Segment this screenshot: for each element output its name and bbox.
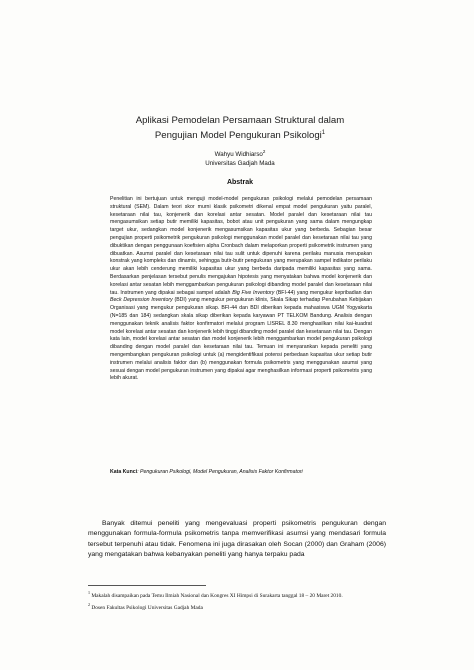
footnote-1 [88,589,388,600]
footnote-2 [88,601,388,612]
author-name: Wahyu Widhiarso [214,151,263,159]
abstract-bfi-name: Big Five Inventory [232,289,275,296]
author-affiliation: Universitas Gadjah Mada [205,160,275,168]
title-line-1: Aplikasi Pemodelan Persamaan Struktural dalam [135,115,345,126]
footnote-2-mark: 2 [88,602,90,608]
paper-title [90,114,390,142]
footnote-1-mark: 1 [88,590,90,595]
title-footnote-mark: 1 [321,130,326,136]
abstract-part-2: (BFI-44) yang mengukur kepribadian dan [274,289,372,296]
keywords-label: Kata Kunci [110,469,138,475]
abstract-text [110,196,372,383]
keywords-text: : Pengukuran Psikologi, Model Pengukuran, Analisis Faktor Konfirmatori [137,469,303,475]
footnote-divider [88,585,206,586]
footnote-2-text: Dosen Fakultas Psikologi Universitas Gadjah Mada [90,605,203,612]
title-line-2-text: Pengujian Model Pengukuran Psikologi [154,130,322,142]
footnote-1-text: Makalah disampaikan pada Temu Ilmiah Nasional dan Kongres XI Himpsi di Surakarta tanggal 18 – 20 Maret 2010. [90,592,343,599]
abstract-part-3: (BDI) yang mengukur pengukuran klinis, Skala Sikap terhadap Perubahan Kebijakan Organisasi yang mengukur pengukuran sikap. BFI-44 dan BDI diberikan kepada mahasiswa UGM Yogyakarta (N=185 dan 184) sedangkan skala sikap diberikan kepada karyawan PT TELKOM Bandung. Analisis dengan menggunakan teknik analisis faktor konfirmatori melalui program LISREL 8.30 menghasilkan nilai kai-kuadrat model korelasi antar sesatan dan konjenerik lebih tinggi dibanding model paralel dan kesetaraan nilai tau. Dengan kata lain, model korelasi antar sesatan dan model konjenerik lebih menggambarkan model pengukuran psikologi dibanding dengan model paralel dan kesetaraan nilai tau. Temuan ini menyarankan kepada peneliti yang mengembangkan pengukuran psikologi untuk (a) mengidentifikasi potensi perbedaan kapasitas ukur setiap butir instrumen melalui analisis faktor dan (b) menggunakan formula psikometris yang menggunakan asumsi yang sesuai dengan model pengukuran instrumen yang dipakai agar menghasilkan informasi properti psikometris yang lebih akurat. [110,297,372,382]
title-line-2 [90,127,390,142]
author-name-line [90,147,390,159]
abstract-part-1: Penelitian ini bertujuan untuk menguji model-model pengukuran psikologi melalui pemodelan persamaan struktural (SEM). Dalam teori skor murni klasik psikometri dikenal empat model pengukuran yaitu paralel, kesetaraan nilai tau, konjenerik dan korelasi antar sesatan. Model paralel dan kesetaraan nilai tau mengasumsikan setiap butir memiliki kapasitas, bobot atau unit pengukuran yang sama dalam mengungkap target ukur, sedangkan model konjenerik mengasumsikan kapasitas ukur yang berbeda. Sebagian besar pengujian properti psikometrik pengukuran psikologi menggunakan model paralel dan kesetaraan nilai tau yang dibuktikan dengan penggunaan koefisien alpha Cronbach dalam melaporkan properti psikometrik instrumen yang dibuatkan. Asumsi paralel dan kesetaraan nilai tau sulit untuk dipenuhi karena perilaku manusia merupakan konstrak yang kompleks dan dinamis, sehingga butir-butir pengukuran yang merupakan sampel indikator perilaku ukur akan lebih cenderung memiliki kapasitas ukur yang berbeda daripada memiliki kapasitas yang sama. Berdasarkan penjelasan tersebut penulis mengajukan hipotesis yang menyatakan bahwa model konjenerik dan korelasi antar sesatan lebih menggambarkan pengukuran psikologi dibanding model paralel dan kesetaraan nilai tau. Instrumen yang dipakai sebagai sampel adalah [110,196,372,296]
abstract-bdi-name: Beck Depression Inventory [110,297,173,304]
abstract-heading: Abstrak [226,179,254,186]
footnotes [88,589,388,614]
keywords [110,469,372,477]
body-paragraph: Banyak ditemui peneliti yang mengevaluasi properti psikometris pengukuran dengan menggunakan formula-formula psikometris tanpa memverifikasi asumsi yang mendasari formula tersebut terpenuhi atau tidak. Fenomena ini juga dirasakan oleh Socan (2000) dan Graham (2006) yang mengatakan bahwa kebanyakan peneliti yang hanya terpaku pada [88,520,386,559]
author-footnote-mark: 2 [262,149,266,154]
author-block [90,147,390,168]
